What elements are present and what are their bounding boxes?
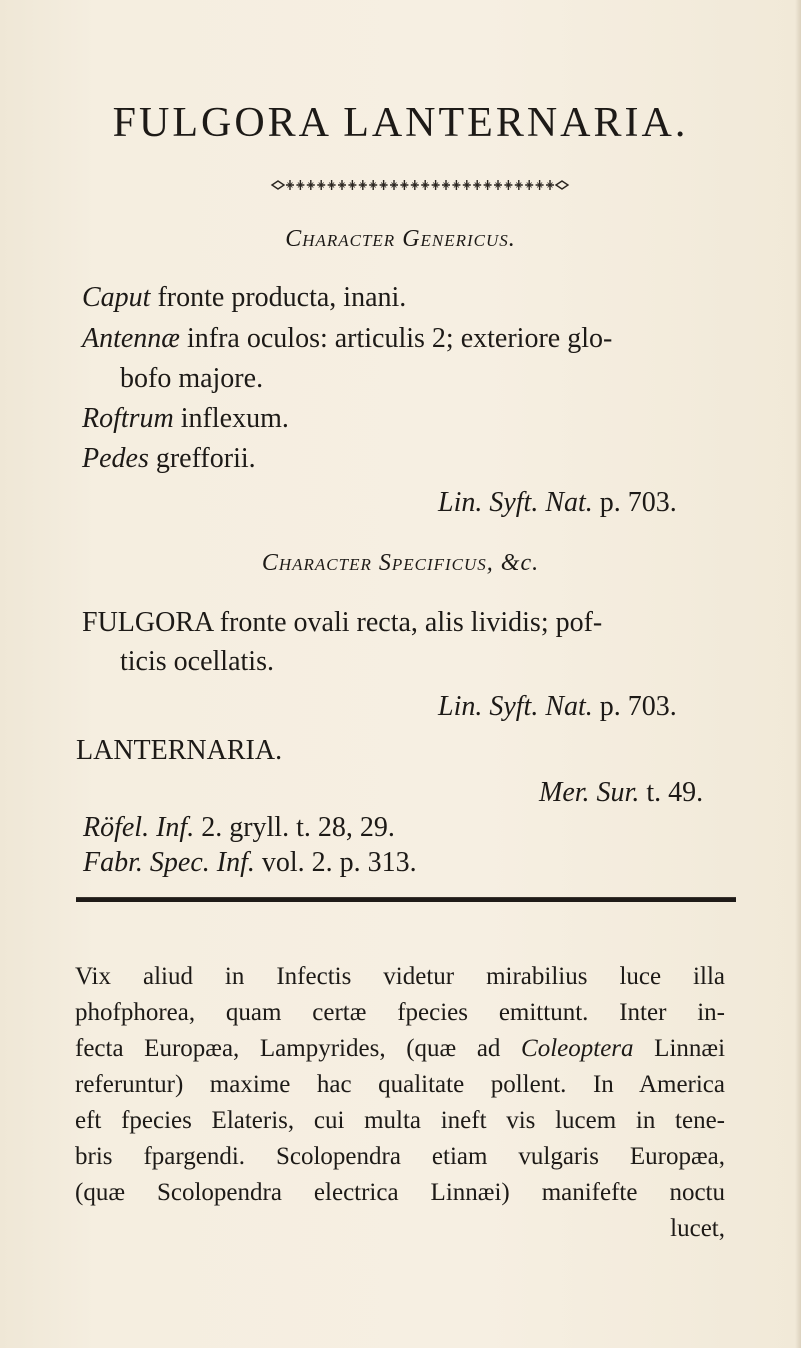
text-pedes: grefforii. bbox=[155, 443, 256, 474]
page-edge-shadow bbox=[795, 0, 801, 1348]
species-name: LANTERNARIA. bbox=[76, 735, 283, 766]
section-rule bbox=[76, 897, 736, 902]
specific-line-1: FULGORA fronte ovali recta, alis lividis; pof- bbox=[82, 607, 603, 638]
generic-reference bbox=[438, 485, 677, 521]
body-line-1: Vix aliud in Infectis videtur mirabilius luce illa bbox=[75, 963, 725, 990]
page-title: FULGORA LANTERNARIA. bbox=[112, 100, 689, 146]
specific-ref3-page: 2. gryll. t. 28, 29. bbox=[201, 812, 395, 843]
term-pedes: Pedes bbox=[82, 443, 149, 474]
term-antennae: Antennæ bbox=[82, 323, 180, 354]
generic-line-pedes bbox=[82, 441, 256, 477]
generic-line-antennae bbox=[82, 321, 612, 357]
heading-word-genericus: Genericus. bbox=[402, 226, 516, 252]
generic-line-caput bbox=[82, 280, 406, 316]
generic-line-rostrum bbox=[82, 401, 289, 437]
ornament-divider-icon bbox=[270, 175, 570, 195]
heading-character-genericus bbox=[0, 226, 801, 253]
reference-page: p. 703. bbox=[599, 487, 677, 518]
term-rostrum: Roftrum bbox=[82, 403, 174, 434]
specific-ref1-source: Lin. Syft. Nat. bbox=[438, 691, 593, 722]
generic-line-continuation bbox=[120, 361, 263, 397]
reference-source: Lin. Syft. Nat. bbox=[438, 487, 593, 518]
specific-ref2-source: Mer. Sur. bbox=[539, 777, 640, 808]
specific-ref3-source: Röfel. Inf. bbox=[83, 812, 195, 843]
heading-word-character-2: Character bbox=[261, 550, 372, 576]
body-line-3-text: fecta Europæa, Lampyrides, (quæ ad bbox=[75, 1035, 501, 1062]
body-line-3-tail: Linnæi bbox=[654, 1035, 726, 1062]
body-line-8: lucet, bbox=[670, 1215, 725, 1242]
specific-reference-4 bbox=[83, 845, 417, 881]
body-line-7: (quæ Scolopendra electrica Linnæi) manifefte noctu bbox=[75, 1179, 725, 1206]
term-caput: Caput bbox=[82, 282, 151, 313]
specific-reference-2 bbox=[539, 775, 703, 811]
text-antennae: infra oculos: articulis 2; exteriore glo- bbox=[187, 323, 613, 354]
heading-character-specificus bbox=[0, 550, 801, 577]
text-rostrum: inflexum. bbox=[180, 403, 289, 434]
heading-word-etc: &c. bbox=[500, 550, 540, 576]
body-italic-coleoptera: Coleoptera bbox=[521, 1035, 634, 1062]
body-line-6: bris fpargendi. Scolopendra etiam vulgaris Europæa, bbox=[75, 1143, 725, 1170]
specific-line-2: ticis ocellatis. bbox=[120, 646, 274, 677]
text-caput: fronte producta, inani. bbox=[157, 282, 407, 313]
specific-reference-1 bbox=[438, 689, 677, 725]
specific-ref4-page: vol. 2. p. 313. bbox=[261, 847, 417, 878]
specific-ref2-page: t. 49. bbox=[646, 777, 704, 808]
heading-word-specificus: Specificus, bbox=[378, 550, 494, 576]
text-continuation: bofo majore. bbox=[120, 363, 264, 394]
body-line-4: referuntur) maxime hac qualitate pollent. In America bbox=[75, 1071, 725, 1098]
body-line-2: phofphorea, quam certæ fpecies emittunt. Inter in- bbox=[75, 999, 725, 1026]
body-line-3 bbox=[75, 1032, 725, 1066]
specific-reference-3 bbox=[83, 810, 395, 846]
body-line-5: eft fpecies Elateris, cui multa ineft vis lucem in tene- bbox=[75, 1107, 725, 1134]
heading-word-character: Character bbox=[285, 226, 396, 252]
specific-ref1-page: p. 703. bbox=[599, 691, 677, 722]
specific-ref4-source: Fabr. Spec. Inf. bbox=[83, 847, 255, 878]
